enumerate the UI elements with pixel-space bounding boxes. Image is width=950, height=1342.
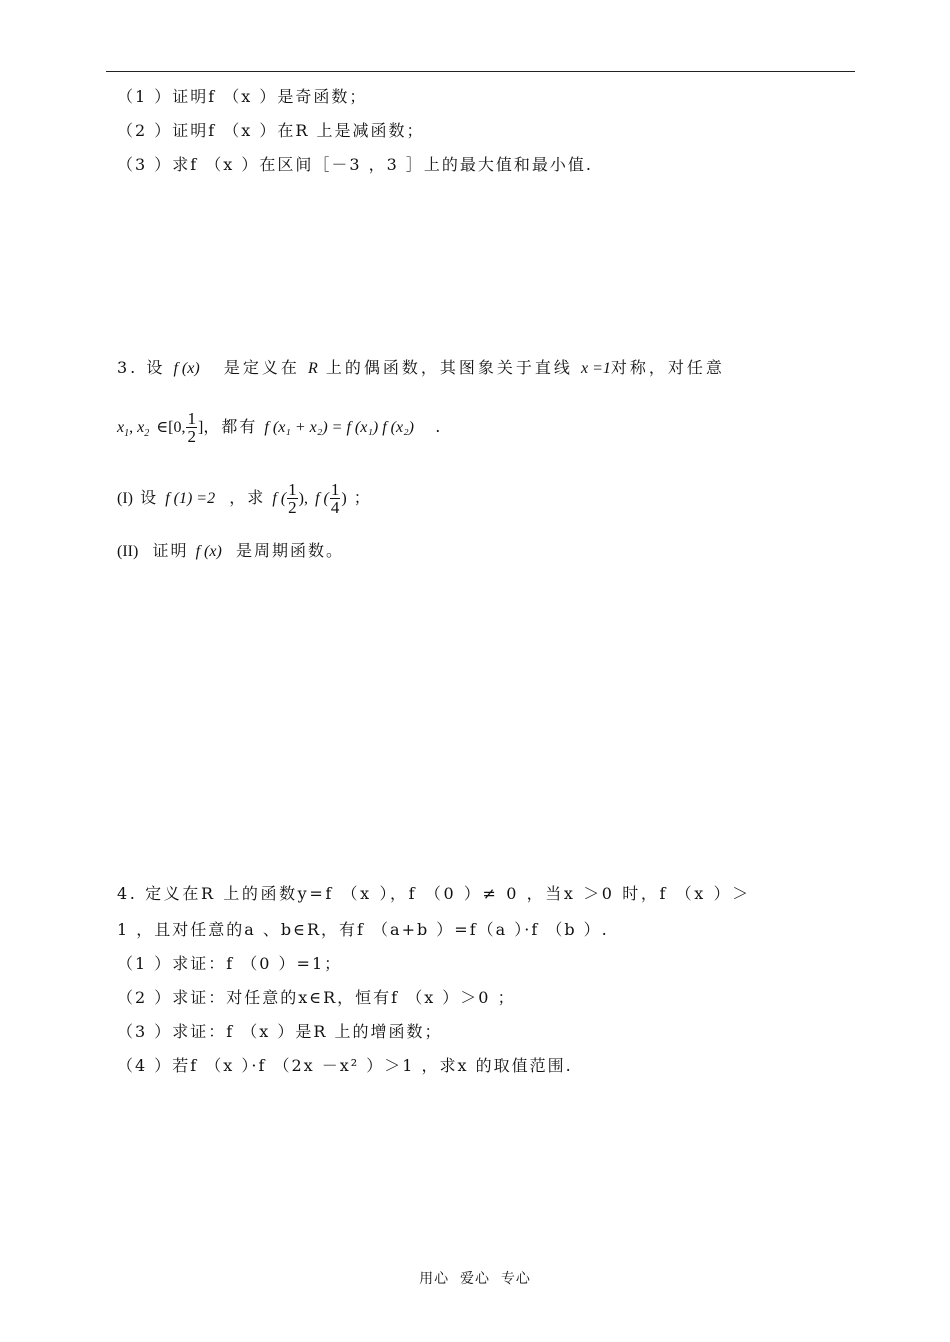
q3-part1-end: ； [353,488,372,507]
page-footer: 用心 爱心 专心 [419,1271,531,1287]
q4-part3: （3 ）求证：f （x ）是R 上的增函数； [117,1022,443,1041]
q3-text-b: 是定义在 [223,358,300,377]
q3-half-den: 2 [187,427,196,446]
q3-part1-given: f (1) =2 [165,490,216,507]
q3-symmetry-line: x =1 [581,360,611,377]
q3-R: R [308,360,318,377]
q3-f-half-open: f ( [272,490,287,507]
q4-part2: （2 ）求证：对任意的x∈R，恒有f （x ）＞0 ； [117,988,516,1007]
q3-half-fraction-2 [287,481,298,516]
q3-text-c: 上的偶函数，其图象关于直线 [325,358,573,377]
q3-intro [117,358,725,379]
q3-part1-label: (I) [117,490,133,507]
q2-part3: （3 ）求f （x ）在区间［－3 ，3 ］上的最大值和最小值. [117,155,594,174]
q3-x1-sub: 1 [124,428,130,440]
q3-quarter-fraction [330,481,341,516]
q3-part2 [117,541,344,562]
q4-part1: （1 ）求证：f （0 ）=1； [117,954,343,973]
q3-x2-sub: 2 [144,428,150,440]
q3-number: 3. 设 [117,358,166,377]
q3-text-d: 对称，对任意 [610,358,725,377]
q3-close-end: ) [341,490,347,507]
q3-text-have: ，都有 [203,417,258,436]
q3-f-quarter-open: f ( [315,490,329,507]
q4-part4: （4 ）若f （x ）·f （2x －x² ）＞1 ，求x 的取值范围. [117,1056,573,1075]
q3-close-sep: ), [298,490,308,507]
q3-fx: f (x) [173,360,200,377]
header-rule [106,71,855,72]
q3-part2-fx: f (x) [195,543,222,560]
q2-part2: （2 ）证明f （x ）在R 上是减函数； [117,121,425,140]
q3-half-num-2: 1 [288,480,297,499]
q4-line1: 4. 定义在R 上的函数y=f （x ），f （0 ）≠ 0 ，当x ＞0 时，f （x ）＞ [117,884,751,903]
q3-quarter-den: 4 [330,498,340,517]
q3-half-num: 1 [187,409,196,428]
q2-part1: （1 ）证明f （x ）是奇函数； [117,87,368,106]
q3-interval-end: ] [197,419,204,436]
q3-x2 [137,419,150,440]
q3-half-den-2: 2 [288,498,297,517]
q3-part1-text-b: ，求 [229,488,266,507]
q3-x1-base: x [117,419,125,436]
q3-part2-text-a: 证明 [152,541,189,560]
q3-period: . [435,417,443,436]
q3-part2-label: (II) [117,543,139,560]
q3-part2-text-b: 是周期函数。 [235,541,344,560]
q3-interval-start: ∈[0, [156,419,186,436]
q3-half-fraction [186,410,197,445]
q3-quarter-num: 1 [330,480,340,499]
q3-x1 [117,419,130,440]
q3-part1-text-a: 设 [140,488,159,507]
q3-functional-equation: f (x₁ + x₂) = f (x₁) f (x₂) [264,419,414,436]
q3-part1 [117,475,372,521]
q4-line2: 1 ，且对任意的a 、b∈R，有f （a+b ）=f（a ）·f （b ）. [117,920,609,939]
q3-x2-base: x [137,419,145,436]
q3-condition: $x_1$, $x_2$ ∈[0, $\frac{1}{2}$ ]，都有 f (x₁ + x₂) = f (x₁) f (x₂) . [117,409,443,446]
